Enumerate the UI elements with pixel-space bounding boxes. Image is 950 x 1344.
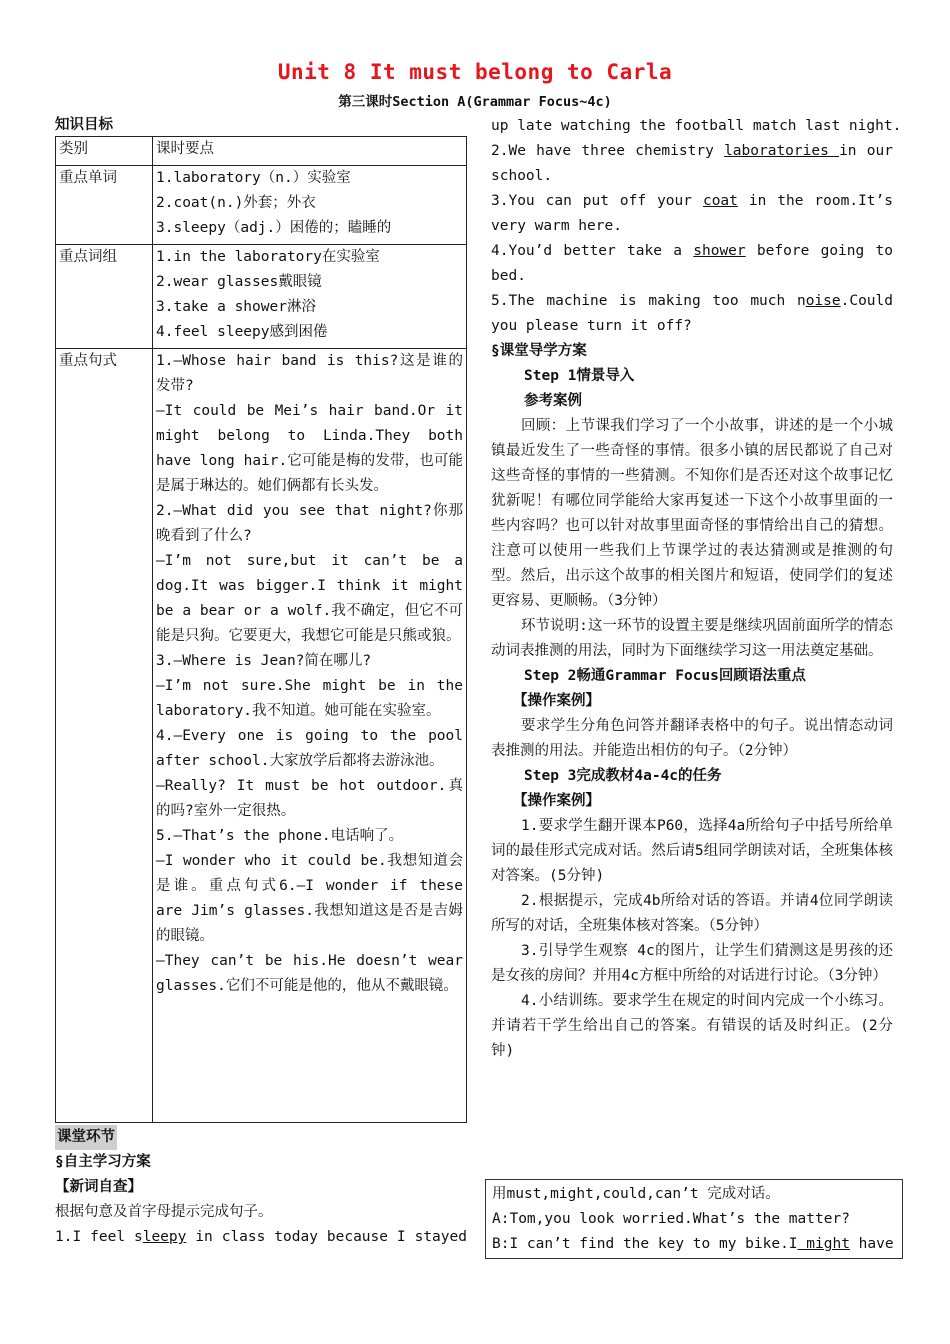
- box-line-2: A:Tom,you look worried.What’s the matter?: [492, 1211, 850, 1227]
- exercise-box: [485, 1179, 903, 1259]
- row-item: 2.coat(n.)外套；外衣: [156, 195, 316, 211]
- box-line-3: [486, 1232, 902, 1257]
- q5-continued: you please turn it off?: [491, 318, 692, 334]
- row-item: 3.take a shower淋浴: [156, 299, 316, 315]
- box-line-3-text: B:I can’t find the key to my bike.I: [492, 1236, 798, 1252]
- q1-text-cont: in class today because I stayed: [186, 1229, 467, 1245]
- step2-heading: Step 2畅通Grammar Focus回顾语法重点: [524, 668, 806, 684]
- question-1: [55, 1225, 467, 1250]
- table-row: [56, 245, 467, 349]
- row-item: —They can’t be his.He doesn’t wear glasses.它们不可能是他的，他从不戴眼镜。: [156, 953, 463, 994]
- q4-answer: shower: [693, 243, 746, 259]
- q1-answer: leepy: [142, 1229, 187, 1245]
- col-header-points: 课时要点: [153, 137, 467, 166]
- step1-note: 环节说明:这一环节的设置主要是继续巩固前面所学的情态动词表推测的用法，同时为下面继续学习这一用法奠定基础。: [491, 618, 893, 659]
- reference-heading: 参考案例: [524, 393, 582, 409]
- q4-continued: bed.: [491, 268, 526, 284]
- table-row: [56, 349, 467, 1123]
- row-item: 2.—What did you see that night?你那晚看到了什么?: [156, 503, 463, 544]
- row-items: [153, 245, 467, 349]
- row-item: 1.—Whose hair band is this?这是谁的发带?: [156, 353, 463, 394]
- self-study-heading: §自主学习方案: [55, 1154, 151, 1170]
- step3-heading: Step 3完成教材4a-4c的任务: [524, 768, 722, 784]
- q3-text: 3.You can put off your: [491, 193, 703, 209]
- question-2: [491, 139, 893, 164]
- guide-heading: §课堂导学方案: [491, 343, 587, 359]
- step3-item-1: 1.要求学生翻开课本P60，选择4a所给句子中括号所给单词的最佳形式完成对话。然后请5组同学朗读对话，全班集体核对答案。(5分钟): [491, 818, 893, 884]
- step3-item-3: 3.引导学生观察 4c的图片，让学生们猜测这是男孩的还是女孩的房间？并用4c方框中所给的对话进行讨论。（3分钟）: [491, 943, 893, 984]
- row-item: 4.feel sleepy感到困倦: [156, 324, 328, 340]
- new-words-heading: 【新词自查】: [55, 1179, 142, 1195]
- table-header-row: [56, 137, 467, 166]
- page-subtitle: 第三课时Section A(Grammar Focus~4c): [338, 94, 612, 110]
- box-line-3-cont: have: [849, 1236, 894, 1252]
- q2-text-cont: in our: [839, 143, 893, 159]
- q5-text-cont: .Could: [840, 293, 893, 309]
- question-5: [491, 289, 893, 314]
- row-category: 重点词组: [56, 245, 153, 349]
- q4-text: 4.You’d better take a: [491, 243, 694, 259]
- table-row: [56, 166, 467, 245]
- objectives-heading: 知识目标: [55, 117, 113, 133]
- step1-text: 回顾：上节课我们学习了一个小故事，讲述的是一个小城镇最近发生了一些奇怪的事情。很多小镇的居民都说了自己对这些奇怪的事情的一些猜测。不知你们是否还对这个故事记忆犹新呢！有哪位同学能给大家再复述一下这个小故事里面的一些内容吗？也可以针对故事里面奇怪的事情给出自己的猜想。注意可以使用一些我们上节课学过的表达猜测或是推测的句型。然后，出示这个故事的相关图片和短语，使同学们的复述更容易、更顺畅。（3分钟）: [491, 418, 893, 609]
- q3-answer: coat: [702, 193, 738, 209]
- q2-text: 2.We have three chemistry: [491, 143, 725, 159]
- instruction-text: 根据句意及首字母提示完成句子。: [55, 1204, 273, 1220]
- row-item: 1.in the laboratory在实验室: [156, 249, 380, 265]
- row-item: —It could be Mei’s hair band.Or it might belong to Linda.They both have long hair.它可能是梅的发带，也可能是属于琳达的。她们俩都有长头发。: [156, 403, 463, 494]
- objectives-table: [55, 136, 467, 1123]
- question-4: [491, 239, 893, 264]
- row-item: 1.laboratory（n.）实验室: [156, 170, 351, 186]
- right-column: [491, 114, 902, 1064]
- row-item: —I’m not sure.She might be in the laboratory.我不知道。她可能在实验室。: [156, 678, 463, 719]
- q1-text: 1.I feel s: [55, 1229, 143, 1245]
- class-heading-text: 课堂环节: [55, 1125, 117, 1150]
- row-item: 3.—Where is Jean?简在哪儿?: [156, 653, 372, 669]
- row-item: —I’m not sure,but it can’t be a dog.It was bigger.I think it might be a bear or a wolf.我不确定，但它不可能是只狗。它要更大，我想它可能是只熊或狼。: [156, 553, 463, 644]
- row-items: [153, 349, 467, 1123]
- row-items: [153, 166, 467, 245]
- page-title: Unit 8 It must belong to Carla: [277, 60, 673, 84]
- box-line-1: 用must,might,could,can’t 完成对话。: [492, 1186, 780, 1202]
- step3-item-2: 2.根据提示，完成4b所给对话的答语。并请4位同学朗读所写的对话，全班集体核对答案。（5分钟）: [491, 893, 893, 934]
- step1-heading: Step 1情景导入: [524, 368, 635, 384]
- question-3: [491, 189, 893, 214]
- step3-item-4: 4.小结训练。要求学生在规定的时间内完成一个小练习。并请若干学生给出自己的答案。有错误的话及时纠正。(2分钟): [491, 993, 893, 1059]
- row-category: 重点句式: [56, 349, 153, 1123]
- q1-continued: up late watching the football match last night.: [491, 118, 902, 134]
- left-column: [55, 114, 467, 1250]
- row-item: 2.wear glasses戴眼镜: [156, 274, 322, 290]
- q2-answer: laboratories: [724, 143, 840, 159]
- q5-answer: oise: [805, 293, 841, 309]
- q5-text: 5.The machine is making too much n: [491, 293, 806, 309]
- row-item: 5.—That’s the phone.电话响了。: [156, 828, 404, 844]
- box-line-3-answer: might: [797, 1236, 850, 1252]
- q3-text-cont: in the room.It’s: [737, 193, 893, 209]
- operation-heading-2: 【操作案例】: [513, 793, 600, 809]
- q2-continued: school.: [491, 168, 553, 184]
- row-item: 3.sleepy（adj.）困倦的；瞌睡的: [156, 220, 392, 236]
- class-heading: [55, 1125, 467, 1150]
- col-header-category: 类别: [56, 137, 153, 166]
- row-item: —I wonder who it could be.我想知道会是谁。重点句式6.—I wonder if these are Jim’s glasses.我想知道这是否是吉姆的眼镜。: [156, 853, 463, 944]
- row-category: 重点单词: [56, 166, 153, 245]
- operation-heading: 【操作案例】: [513, 693, 600, 709]
- row-item: 4.—Every one is going to the pool after school.大家放学后都将去游泳池。: [156, 728, 463, 769]
- q3-continued: very warm here.: [491, 218, 622, 234]
- q4-text-cont: before going to: [745, 243, 893, 259]
- row-item: —Really? It must be hot outdoor.真的吗?室外一定很热。: [156, 778, 463, 819]
- step2-text: 要求学生分角色问答并翻译表格中的句子。说出情态动词表推测的用法。并能造出相仿的句子。（2分钟）: [491, 718, 893, 759]
